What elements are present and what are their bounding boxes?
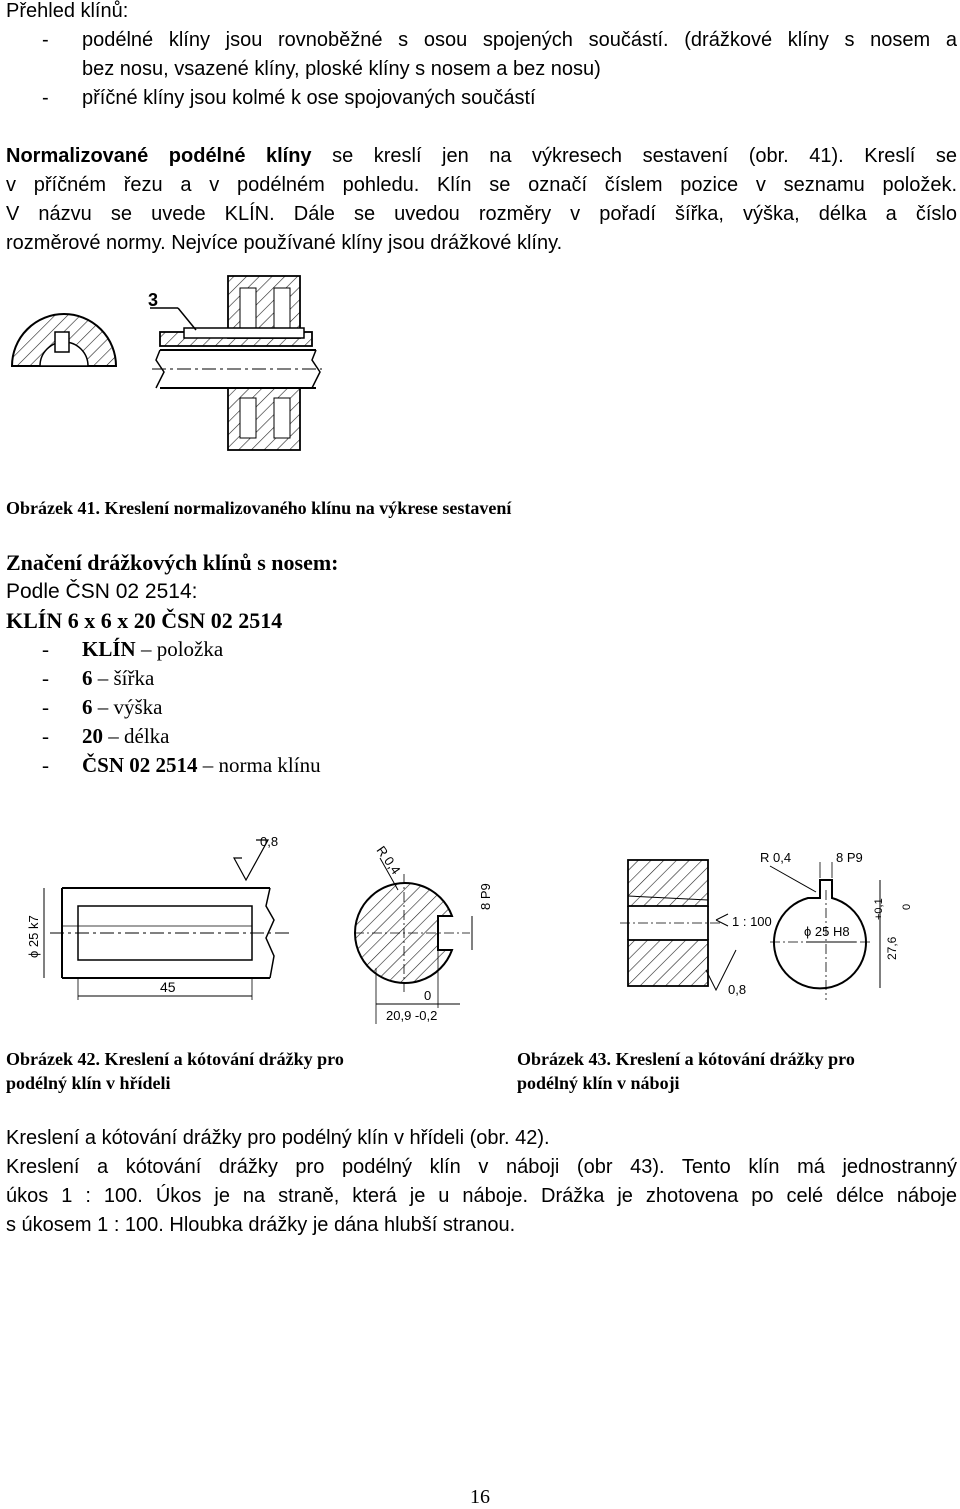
figure-43-drawing [620,840,920,1020]
figure-43-caption-line-1: Obrázek 43. Kreslení a kótování drážky pro [517,1049,855,1069]
figure-42-caption-line-2: podélný klín v hřídeli [6,1073,171,1093]
position-number: 3 [148,290,159,310]
bullet-dash: - [42,29,49,51]
para1-line-1 [6,142,957,171]
item-term: KLÍN [82,637,136,661]
item-dash: - [42,666,49,690]
tolerance-upper-label: +0,1 [873,898,885,920]
figure-43-caption-line-2: podélný klín v náboji [517,1073,680,1093]
bullet-1-text: podélné klíny jsou rovnoběžné s osou spojených součástí. (drážkové klíny s nosem a [82,29,957,51]
page-number: 16 [470,1486,490,1508]
item-term: ČSN 02 2514 [82,753,198,777]
taper-label: 1 : 100 [732,914,772,929]
width-label: 8 P9 [836,850,863,865]
shaft-cross-section [354,858,472,1024]
figure-41-drawing [0,268,330,468]
radius-label: R 0,4 [760,850,792,865]
item-desc: – položka [135,637,224,661]
width-label: 8 P9 [478,883,493,910]
item-desc: – délka [103,724,170,748]
zero-label: 0 [424,988,432,1003]
figure-42-caption-line-1: Obrázek 42. Kreslení a kótování drážky pro [6,1049,344,1069]
item-term: 6 [82,666,93,690]
closing-line-2: Kreslení a kótování drážky pro podélný klín v náboji (obr 43). Tento klín má jednostranný [6,1156,957,1178]
bullet-2 [42,84,536,113]
closing-line-3: úkos 1 : 100. Úkos je na straně, která je u náboje. Drážka je zhotovena po celé délce náboje [6,1185,957,1207]
figure-42-drawing [20,828,500,1030]
roughness-label: 0,8 [260,834,279,849]
depth-label: 27,6 [885,936,899,960]
cross-section-view [12,314,116,366]
key-item [42,722,169,751]
item-dash: - [42,637,49,661]
key-item [42,751,321,780]
hub-cross-section [706,862,880,1000]
bullet-1-line-2: bez nosu, vsazené klíny, ploské klíny s nosem a bez nosu) [82,58,601,80]
closing-line-1: Kreslení a kótování drážky pro podélný klín v hřídeli (obr. 42). [6,1127,550,1149]
intro-heading: Přehled klínů: [6,0,129,22]
keys-heading: Značení drážkových klínů s nosem: [6,550,339,575]
bullet-2-text: příčné klíny jsou kolmé k ose spojovaných součástí [82,87,536,109]
para1-line-3: V názvu se uvede KLÍN. Dále se uvedou rozměry v pořadí šířka, výška, délka a číslo [6,203,957,225]
item-desc: – šířka [92,666,155,690]
bullet-dash: - [42,87,49,109]
key-designation: KLÍN 6 x 6 x 20 ČSN 02 2514 [6,608,283,633]
para1-line-2: v příčném řezu a v podélném pohledu. Klín se označí číslem pozice v seznamu položek. [6,174,957,196]
item-dash: - [42,695,49,719]
diameter-label: ϕ 25 H8 [804,924,850,939]
roughness-label: 0,8 [728,982,747,997]
bullet-1-line-1 [42,26,957,55]
para1-line-1-rest: se kreslí jen na výkresech sestavení (obr. 41). Kreslí se [311,145,957,167]
para1-line-4: rozměrové normy. Nejvíce používané klíny jsou drážkové klíny. [6,232,563,254]
key-item [42,693,163,722]
key-item [42,635,223,664]
item-dash: - [42,724,49,748]
depth-label: 20,9 -0,2 [386,1008,438,1023]
shaft-side-view [44,840,290,1000]
length-label: 45 [160,979,176,995]
item-term: 20 [82,724,103,748]
item-dash: - [42,753,49,777]
hub-side-view [620,860,720,986]
item-term: 6 [82,695,93,719]
item-desc: – výška [92,695,163,719]
longitudinal-view [150,276,322,450]
norm-line: Podle ČSN 02 2514: [6,580,198,603]
figure-41-caption: Obrázek 41. Kreslení normalizovaného klínu na výkrese sestavení [6,498,512,518]
para1-bold: Normalizované podélné klíny [6,145,312,167]
item-desc: – norma klínu [197,753,321,777]
tolerance-lower-label: 0 [901,903,913,910]
closing-line-4: s úkosem 1 : 100. Hloubka drážky je dána hlubší stranou. [6,1214,516,1236]
diameter-label: ϕ 25 k7 [26,915,41,958]
key-item [42,664,154,693]
radius-label: R 0,4 [373,843,404,878]
